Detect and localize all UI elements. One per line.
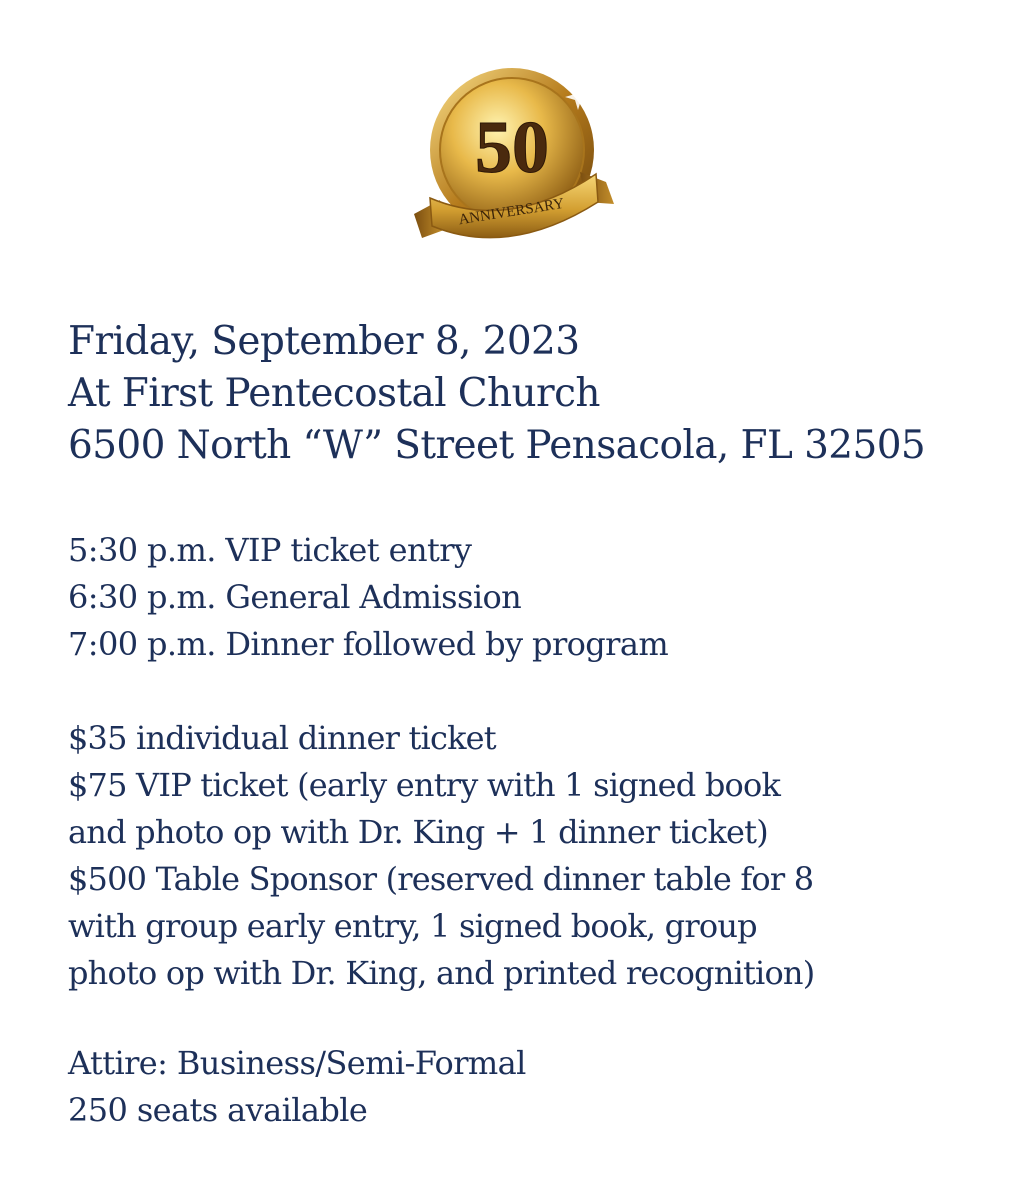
- ticket-line: photo op with Dr. King, and printed recognition): [68, 954, 815, 992]
- ticket-line: $500 Table Sponsor (reserved dinner table for 8: [68, 860, 814, 898]
- anniversary-ribbon-text: ANNIVERSARY: [457, 195, 566, 229]
- ticket-line: $75 VIP ticket (early entry with 1 signed book: [68, 766, 781, 804]
- attire-text: Attire: Business/Semi-Formal: [68, 1044, 526, 1082]
- event-date: Friday, September 8, 2023: [68, 319, 580, 364]
- ticket-line: and photo op with Dr. King + 1 dinner ticket): [68, 813, 768, 851]
- schedule-item: 7:00 p.m. Dinner followed by program: [68, 625, 669, 663]
- anniversary-medal-icon: [400, 62, 620, 262]
- seats-text: 250 seats available: [68, 1091, 368, 1129]
- ticket-pricing: [68, 715, 1008, 997]
- schedule-item: 6:30 p.m. General Admission: [68, 578, 522, 616]
- event-info: [68, 316, 1008, 472]
- schedule-item: 5:30 p.m. VIP ticket entry: [68, 531, 472, 569]
- ticket-line: with group early entry, 1 signed book, group: [68, 907, 757, 945]
- event-address: 6500 North “W” Street Pensacola, FL 32505: [68, 423, 926, 468]
- event-details: [68, 1040, 1008, 1134]
- event-venue: At First Pentecostal Church: [68, 371, 600, 416]
- schedule: [68, 527, 1008, 668]
- anniversary-number: 50: [475, 107, 549, 189]
- ticket-line: $35 individual dinner ticket: [68, 719, 496, 757]
